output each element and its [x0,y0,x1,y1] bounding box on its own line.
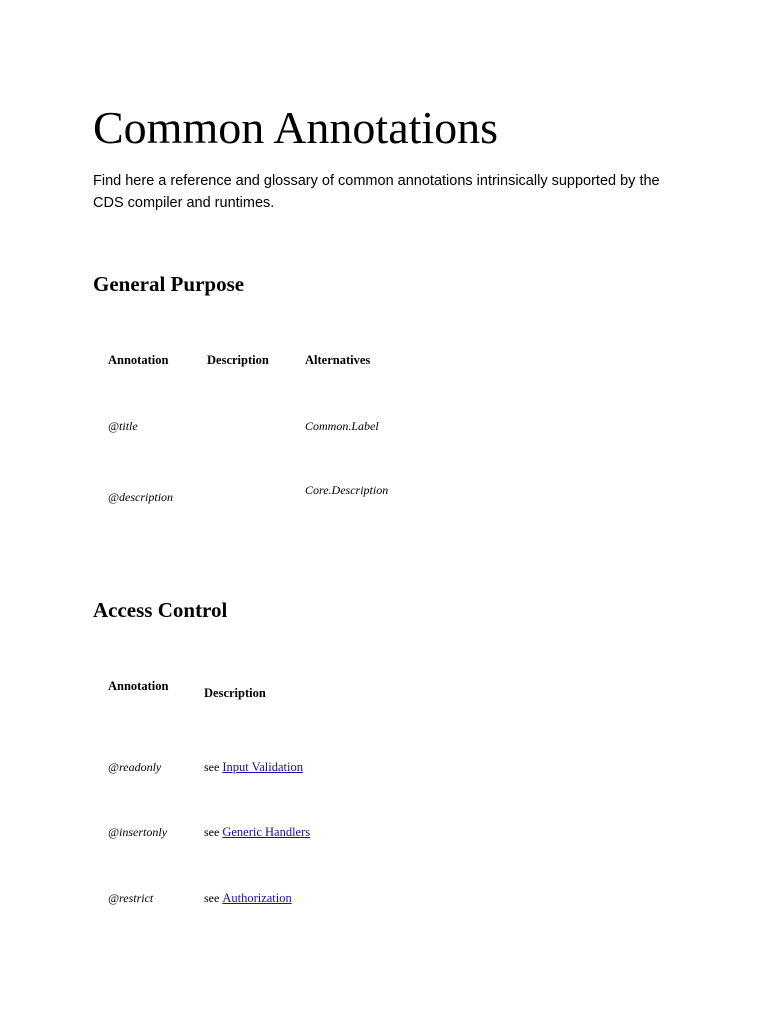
access-control-heading: Access Control [93,598,228,622]
general-purpose-heading: General Purpose [93,272,245,296]
input-validation-link[interactable]: Input Validation [222,760,303,774]
see-label: see [204,825,220,839]
table-cell-description [204,760,303,775]
table-header-alternatives: Alternatives [305,353,371,367]
table-cell-alternatives: Core.Description [305,483,389,497]
table-header-annotation: Annotation [108,353,169,367]
authorization-link[interactable]: Authorization [222,891,292,905]
generic-handlers-link[interactable]: Generic Handlers [222,825,311,839]
table-cell-description [204,891,292,906]
table-cell-annotation: @description [108,490,174,504]
table-header-annotation: Annotation [108,679,169,693]
table-cell-alternatives: Common.Label [305,419,379,433]
intro-paragraph: Find here a reference and glossary of common annotations intrinsically supported by the CDS compiler and runtimes. [93,173,660,211]
table-cell-description [204,825,310,840]
table-header-description: Description [207,353,269,367]
table-cell-annotation: @restrict [108,891,154,905]
table-cell-annotation: @readonly [108,760,162,774]
see-label: see [204,760,220,774]
see-label: see [204,891,220,905]
table-header-description: Description [204,686,266,700]
page-title: Common Annotations [93,102,499,153]
table-cell-annotation: @title [108,419,138,433]
table-cell-annotation: @insertonly [108,825,168,839]
